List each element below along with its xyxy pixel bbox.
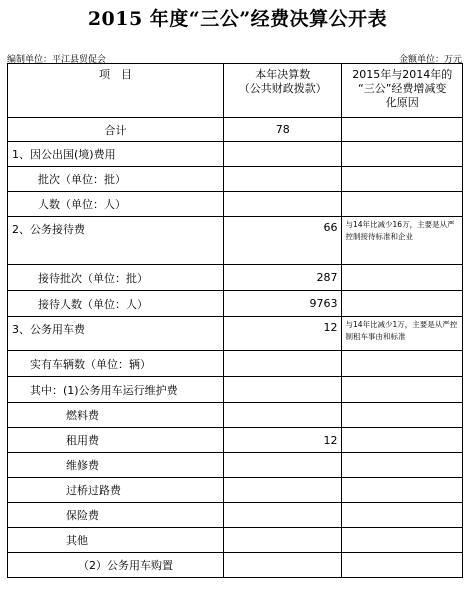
table-row [8, 192, 463, 217]
row-note [342, 167, 463, 192]
row-note [342, 553, 463, 578]
row-label: 接待批次（单位：批） [8, 265, 224, 291]
row-label: （2）公务用车购置 [8, 553, 224, 578]
header-item: 项 目 [8, 64, 224, 118]
row-value [224, 192, 342, 217]
row-value [224, 478, 342, 503]
row-label: 1、因公出国(境)费用 [8, 142, 224, 167]
row-note [342, 428, 463, 453]
row-label: 燃料费 [8, 403, 224, 428]
row-note [342, 265, 463, 291]
row-note [342, 503, 463, 528]
compiler-label: 编制单位：平江县贸促会 [7, 55, 107, 65]
table-row [8, 217, 463, 265]
table-row [8, 142, 463, 167]
row-value [224, 403, 342, 428]
row-note [342, 528, 463, 553]
row-label: 实有车辆数（单位：辆） [8, 351, 224, 377]
row-value: 9763 [224, 291, 342, 317]
row-label: 批次（单位：批） [8, 167, 224, 192]
row-note [342, 192, 463, 217]
row-note: 与14年比减少16万，主要是从严控制接待标准和企业 [342, 217, 463, 265]
row-label: 其中：(1)公务用车运行维护费 [8, 377, 224, 403]
table-row [8, 453, 463, 478]
table-header-row [8, 64, 463, 118]
header-budget: 本年决算数 （公共财政拨款） [224, 64, 342, 118]
page-title: 2015 年度“三公”经费决算公开表 [87, 8, 388, 30]
row-label: 合计 [8, 118, 224, 142]
row-label: 维修费 [8, 453, 224, 478]
row-note [342, 377, 463, 403]
table-row [8, 553, 463, 578]
row-label: 人数（单位：人） [8, 192, 224, 217]
amount-unit-label: 金额单位：万元 [398, 55, 462, 65]
row-note: 与14年比减少1万，主要是从严控制租车事由和标准 [342, 317, 463, 351]
expense-table [7, 63, 463, 578]
table-row [8, 167, 463, 192]
row-value [224, 167, 342, 192]
table-row [8, 291, 463, 317]
row-label: 过桥过路费 [8, 478, 224, 503]
row-value [224, 453, 342, 478]
table-row [8, 377, 463, 403]
row-label: 其他 [8, 528, 224, 553]
table-row [8, 265, 463, 291]
row-note [342, 291, 463, 317]
table-row [8, 478, 463, 503]
row-value: 78 [224, 118, 342, 142]
table-row [8, 351, 463, 377]
header-reason: 2015年与2014年的 “三公”经费增减变 化原因 [342, 64, 463, 118]
row-note [342, 453, 463, 478]
row-value: 66 [224, 217, 342, 265]
row-label: 接待人数（单位：人） [8, 291, 224, 317]
row-value [224, 553, 342, 578]
table-row [8, 317, 463, 351]
row-value [224, 503, 342, 528]
row-value [224, 142, 342, 167]
row-note [342, 142, 463, 167]
row-label: 3、公务用车费 [8, 317, 224, 351]
row-value [224, 351, 342, 377]
row-note [342, 478, 463, 503]
table-row [8, 403, 463, 428]
row-label: 租用费 [8, 428, 224, 453]
row-value [224, 377, 342, 403]
table-row [8, 503, 463, 528]
row-value: 287 [224, 265, 342, 291]
row-label: 保险费 [8, 503, 224, 528]
table-row [8, 428, 463, 453]
row-label: 2、公务接待费 [8, 217, 224, 265]
row-value: 12 [224, 317, 342, 351]
row-note [342, 403, 463, 428]
table-row [8, 528, 463, 553]
row-value [224, 528, 342, 553]
row-note [342, 118, 463, 142]
row-value: 12 [224, 428, 342, 453]
row-note [342, 351, 463, 377]
table-row [8, 118, 463, 142]
